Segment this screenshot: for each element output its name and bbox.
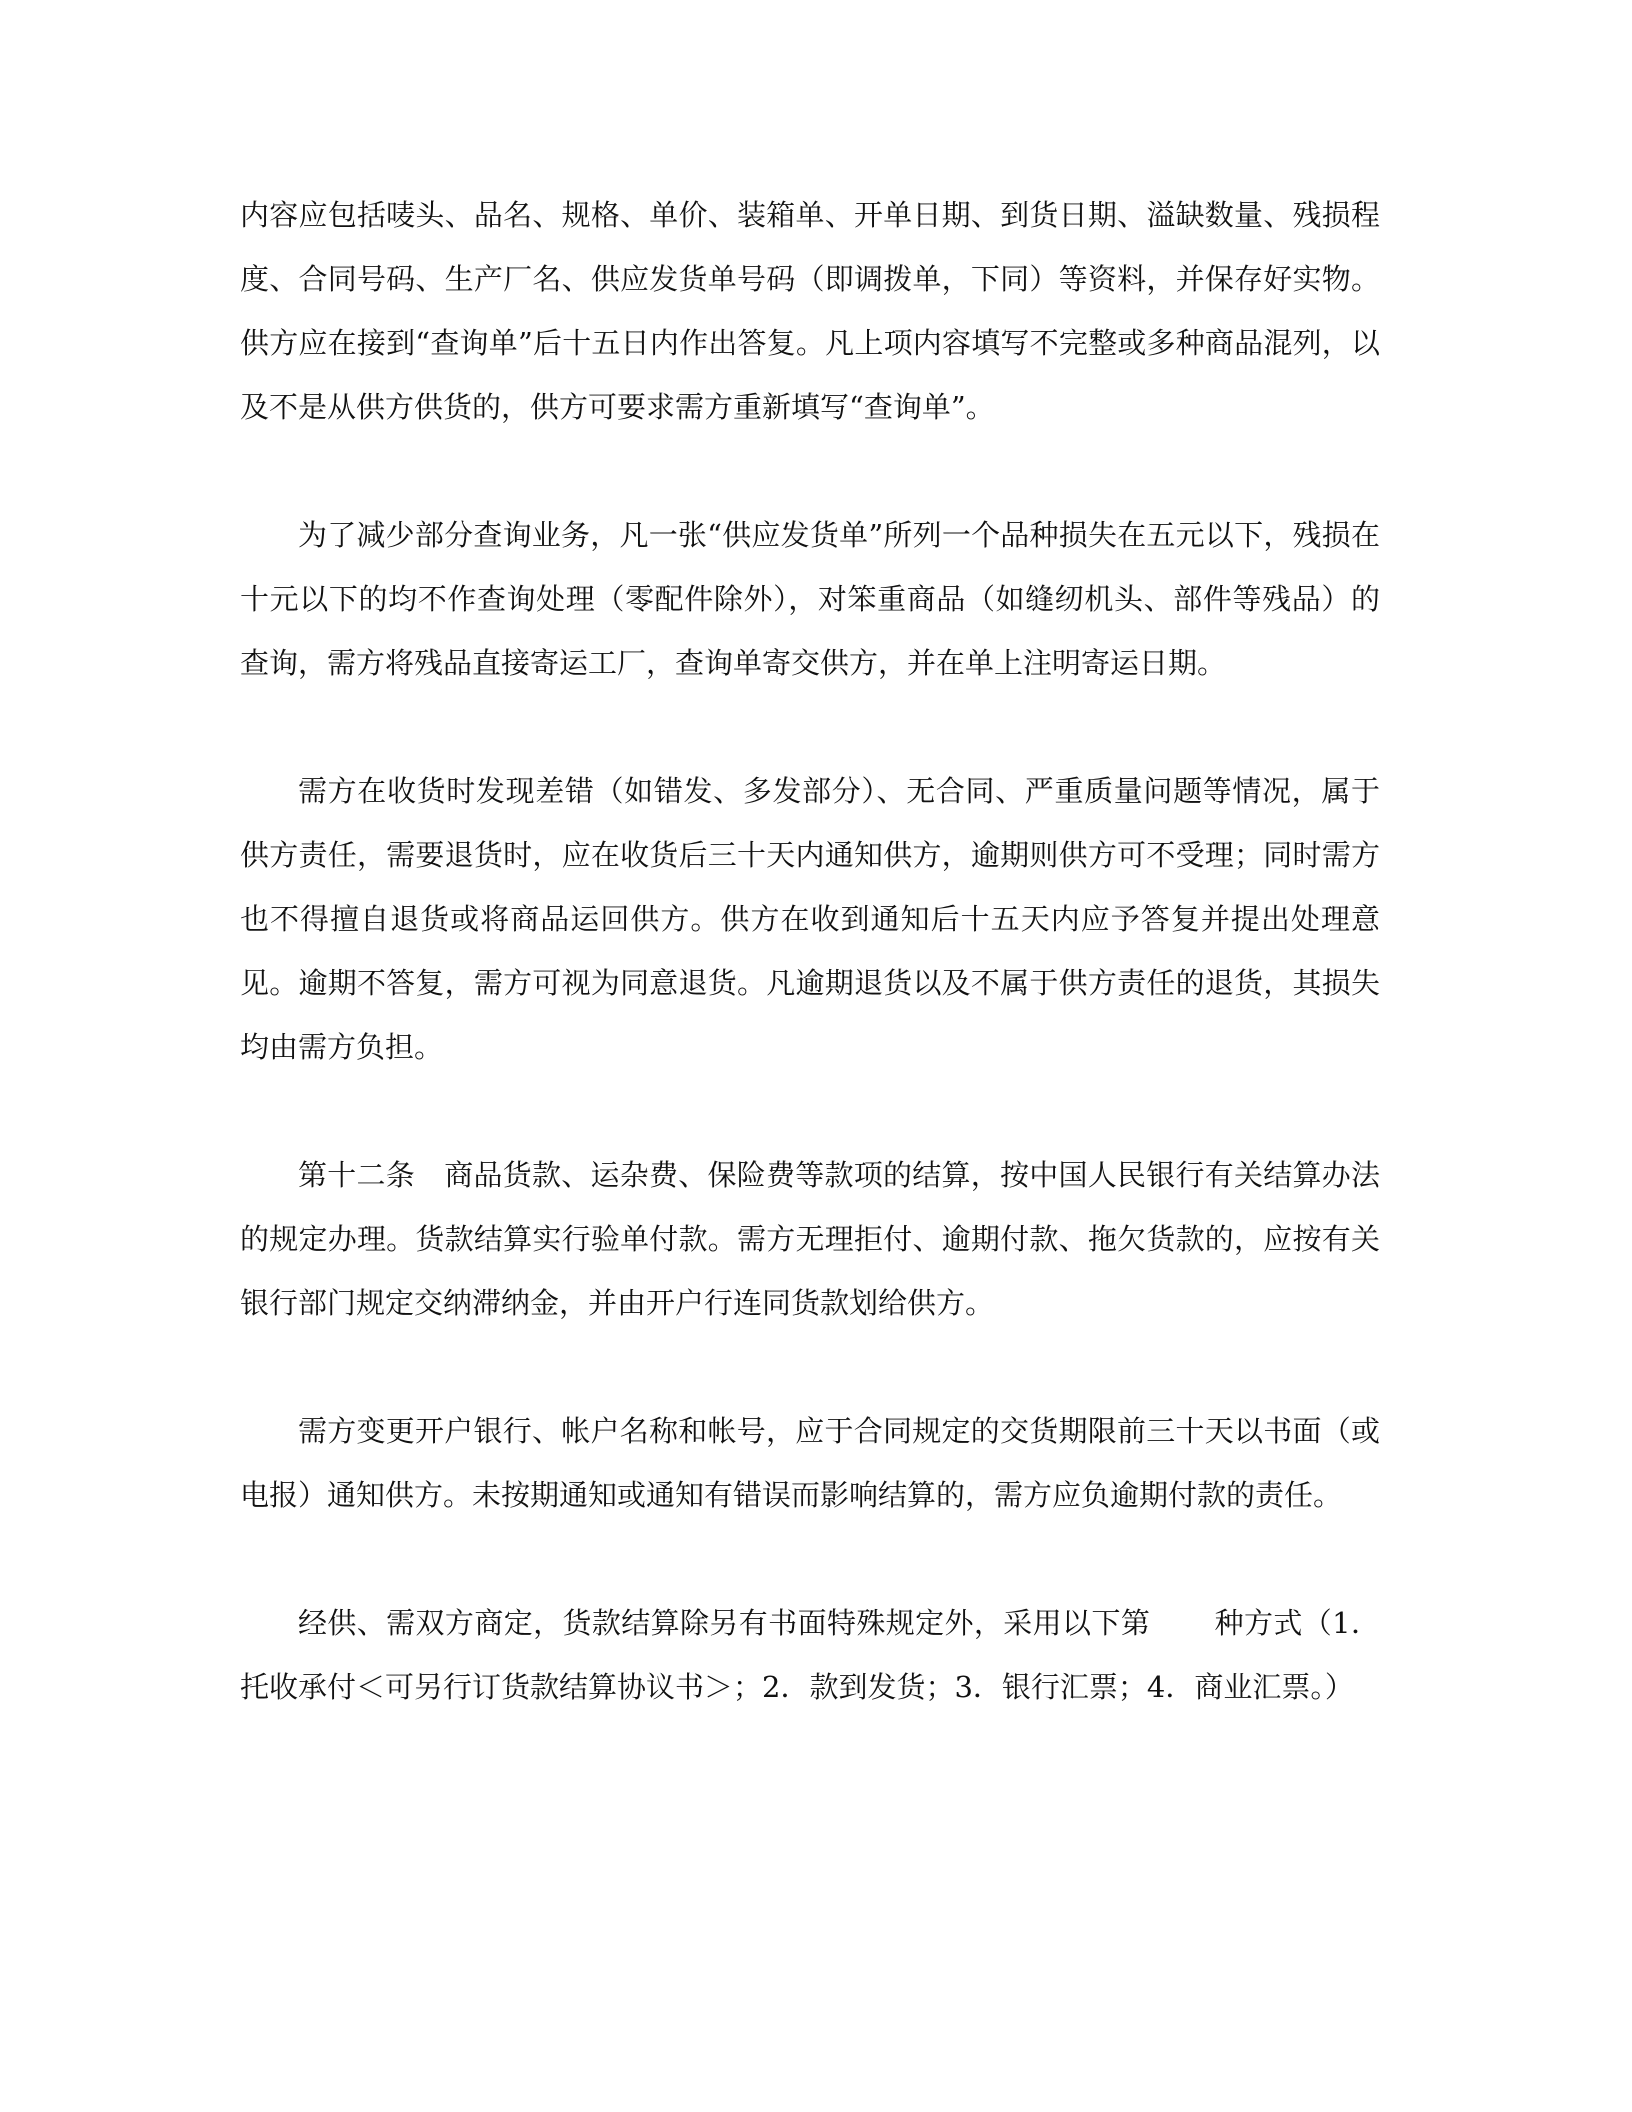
document-body [240,183,1380,1719]
paragraph-settlement-method [240,1591,1380,1719]
paragraph-inquiry-threshold: 为了减少部分查询业务，凡一张“供应发货单”所列一个品种损失在五元以下，残损在十元以下的均不作查询处理（零配件除外），对笨重商品（如缝纫机头、部件等残品）的查询，需方将残品直接寄运工厂，查询单寄交供方，并在单上注明寄运日期。 [240,518,1380,680]
paragraph-inquiry-contents: 内容应包括唛头、品名、规格、单价、装箱单、开单日期、到货日期、溢缺数量、残损程度、合同号码、生产厂名、供应发货单号码（即调拨单，下同）等资料，并保存好实物。供方应在接到“查询单”后十五日内作出答复。凡上项内容填写不完整或多种商品混列，以及不是从供方供货的，供方可要求需方重新填写“查询单”。 [240,198,1380,424]
settlement-method-text-after: 种方式（1．托收承付＜可另行订货款结算协议书＞；2．款到发货；3．银行汇票；4．商业汇票。） [240,1606,1380,1704]
paragraph-bank-account-change: 需方变更开户银行、帐户名称和帐号，应于合同规定的交货期限前三十天以书面（或电报）通知供方。未按期通知或通知有错误而影响结算的，需方应负逾期付款的责任。 [240,1414,1380,1512]
paragraph-returns: 需方在收货时发现差错（如错发、多发部分）、无合同、严重质量问题等情况，属于供方责任，需要退货时，应在收货后三十天内通知供方，逾期则供方可不受理；同时需方也不得擅自退货或将商品运回供方。供方在收到通知后十五天内应予答复并提出处理意见。逾期不答复，需方可视为同意退货。凡逾期退货以及不属于供方责任的退货，其损失均由需方负担。 [240,774,1380,1064]
settlement-method-text-before: 经供、需双方商定，货款结算除另有书面特殊规定外，采用以下第 [298,1606,1151,1640]
paragraph-article-12-settlement: 第十二条 商品货款、运杂费、保险费等款项的结算，按中国人民银行有关结算办法的规定办理。货款结算实行验单付款。需方无理拒付、逾期付款、拖欠货款的，应按有关银行部门规定交纳滞纳金，并由开户行连同货款划给供方。 [240,1158,1380,1320]
